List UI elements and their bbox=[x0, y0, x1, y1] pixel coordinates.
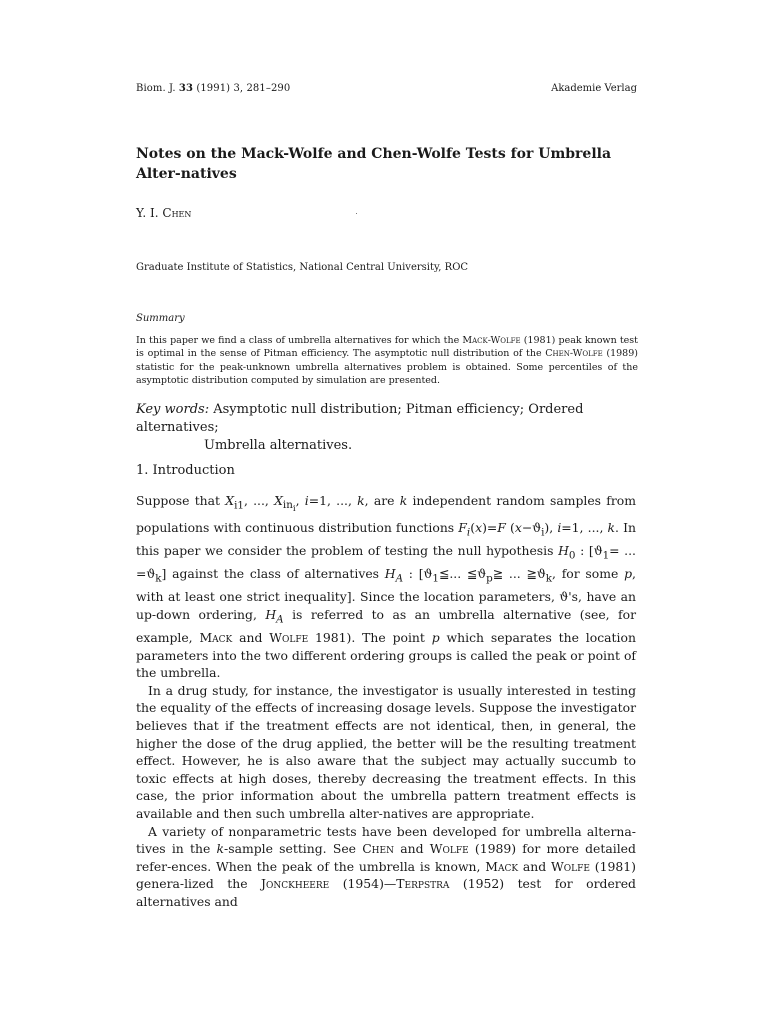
body-text bbox=[136, 492, 636, 910]
journal-reference bbox=[136, 83, 290, 94]
key-words-line-2: Umbrella alternatives. bbox=[204, 438, 353, 453]
paragraph-2: In a drug study, for instance, the investigator is usually interested in testing the equality of the effects of increasing dosage levels. Suppose the investigator believes that if the treatment effects are not identical, then, in general, the higher the dose of the drug applied, the better will be the resulting treatment effect. However, he is also aware that the subject may actually succumb to toxic effects at high doses, thereby decreasing the treatment effects. In this case, the prior information about the umbrella pattern treatment effects is available and then such umbrella alter-natives are appropriate. bbox=[136, 682, 636, 821]
key-words-line-1: Asymptotic null distribution; Pitman efficiency; Ordered alternatives; bbox=[136, 402, 584, 435]
key-words-label: Key words: bbox=[136, 402, 210, 417]
affiliation: Graduate Institute of Statistics, National Central University, ROC bbox=[136, 262, 469, 273]
chen-wolfe-ref: Chen-Wolfe bbox=[545, 348, 603, 360]
author-initials: Y. I. bbox=[136, 206, 159, 220]
paper-title: Notes on the Mack-Wolfe and Chen-Wolfe Tests for Umbrella Alter-natives bbox=[136, 146, 612, 182]
journal-volume: 33 bbox=[178, 83, 194, 94]
journal-issue-pages: (1991) 3, 281–290 bbox=[196, 83, 291, 94]
author bbox=[136, 206, 191, 220]
publisher: Akademie Verlag bbox=[551, 83, 637, 94]
mack-wolfe-ref: Mack-Wolfe bbox=[462, 335, 521, 346]
section-heading: 1. Introduction bbox=[136, 463, 235, 478]
summary-heading: Summary bbox=[136, 313, 185, 324]
paragraph-3: A variety of nonparametric tests have been developed for umbrella alterna-tives in the k-sample setting. See Chen and Wolfe (1989) for more detailed refer-ences. When the peak of the umbrella is known, Mack and Wolfe (1981) genera-lized the Jonckheere (1954)—Terpstra (1952) test for ordered alternatives and bbox=[136, 823, 636, 909]
key-words bbox=[136, 401, 641, 455]
paragraph-1: Suppose that $X_{i1}$, ..., $X_{in_i}$, i=1, ..., k, are k independent random samples from populations with continuous distribution functions $F_i(x)=F$ $(x-ϑ_i)$, i=1, ..., k. In this paper we consider the problem of testing the null hypothesis $H_0$ : [$ϑ_1=$ ... $=ϑ_k$] against the class of alternatives $H_A$ : [$ϑ_1≦$... $≦ϑ_p≧$ ... $≧ϑ_k$, for some p, with at least one strict inequality]. Since the location parameters, ϑ's, have an up-down ordering, $H_A$ is referred to as an umbrella alternative (see, for example, Mack and Wolfe 1981). The point p which separates the location parameters into the two different ordering groups is called the peak or point of the umbrella. bbox=[136, 493, 637, 681]
journal-name: Biom. J. bbox=[136, 83, 176, 94]
summary-text: In this paper we find a class of umbrella alternatives for which the Mack-Wolfe (1981) peak known test is optimal in the sense of Pitman efficiency. The asymptotic null distribution of the Chen-Wolfe (1989) statistic for the peak-unknown umbrella alternatives problem is obtained. Some percentiles of the asymptotic distribution computed by simulation are presented. bbox=[136, 335, 638, 387]
scan-speck bbox=[356, 213, 357, 214]
author-surname: Chen bbox=[162, 206, 192, 220]
